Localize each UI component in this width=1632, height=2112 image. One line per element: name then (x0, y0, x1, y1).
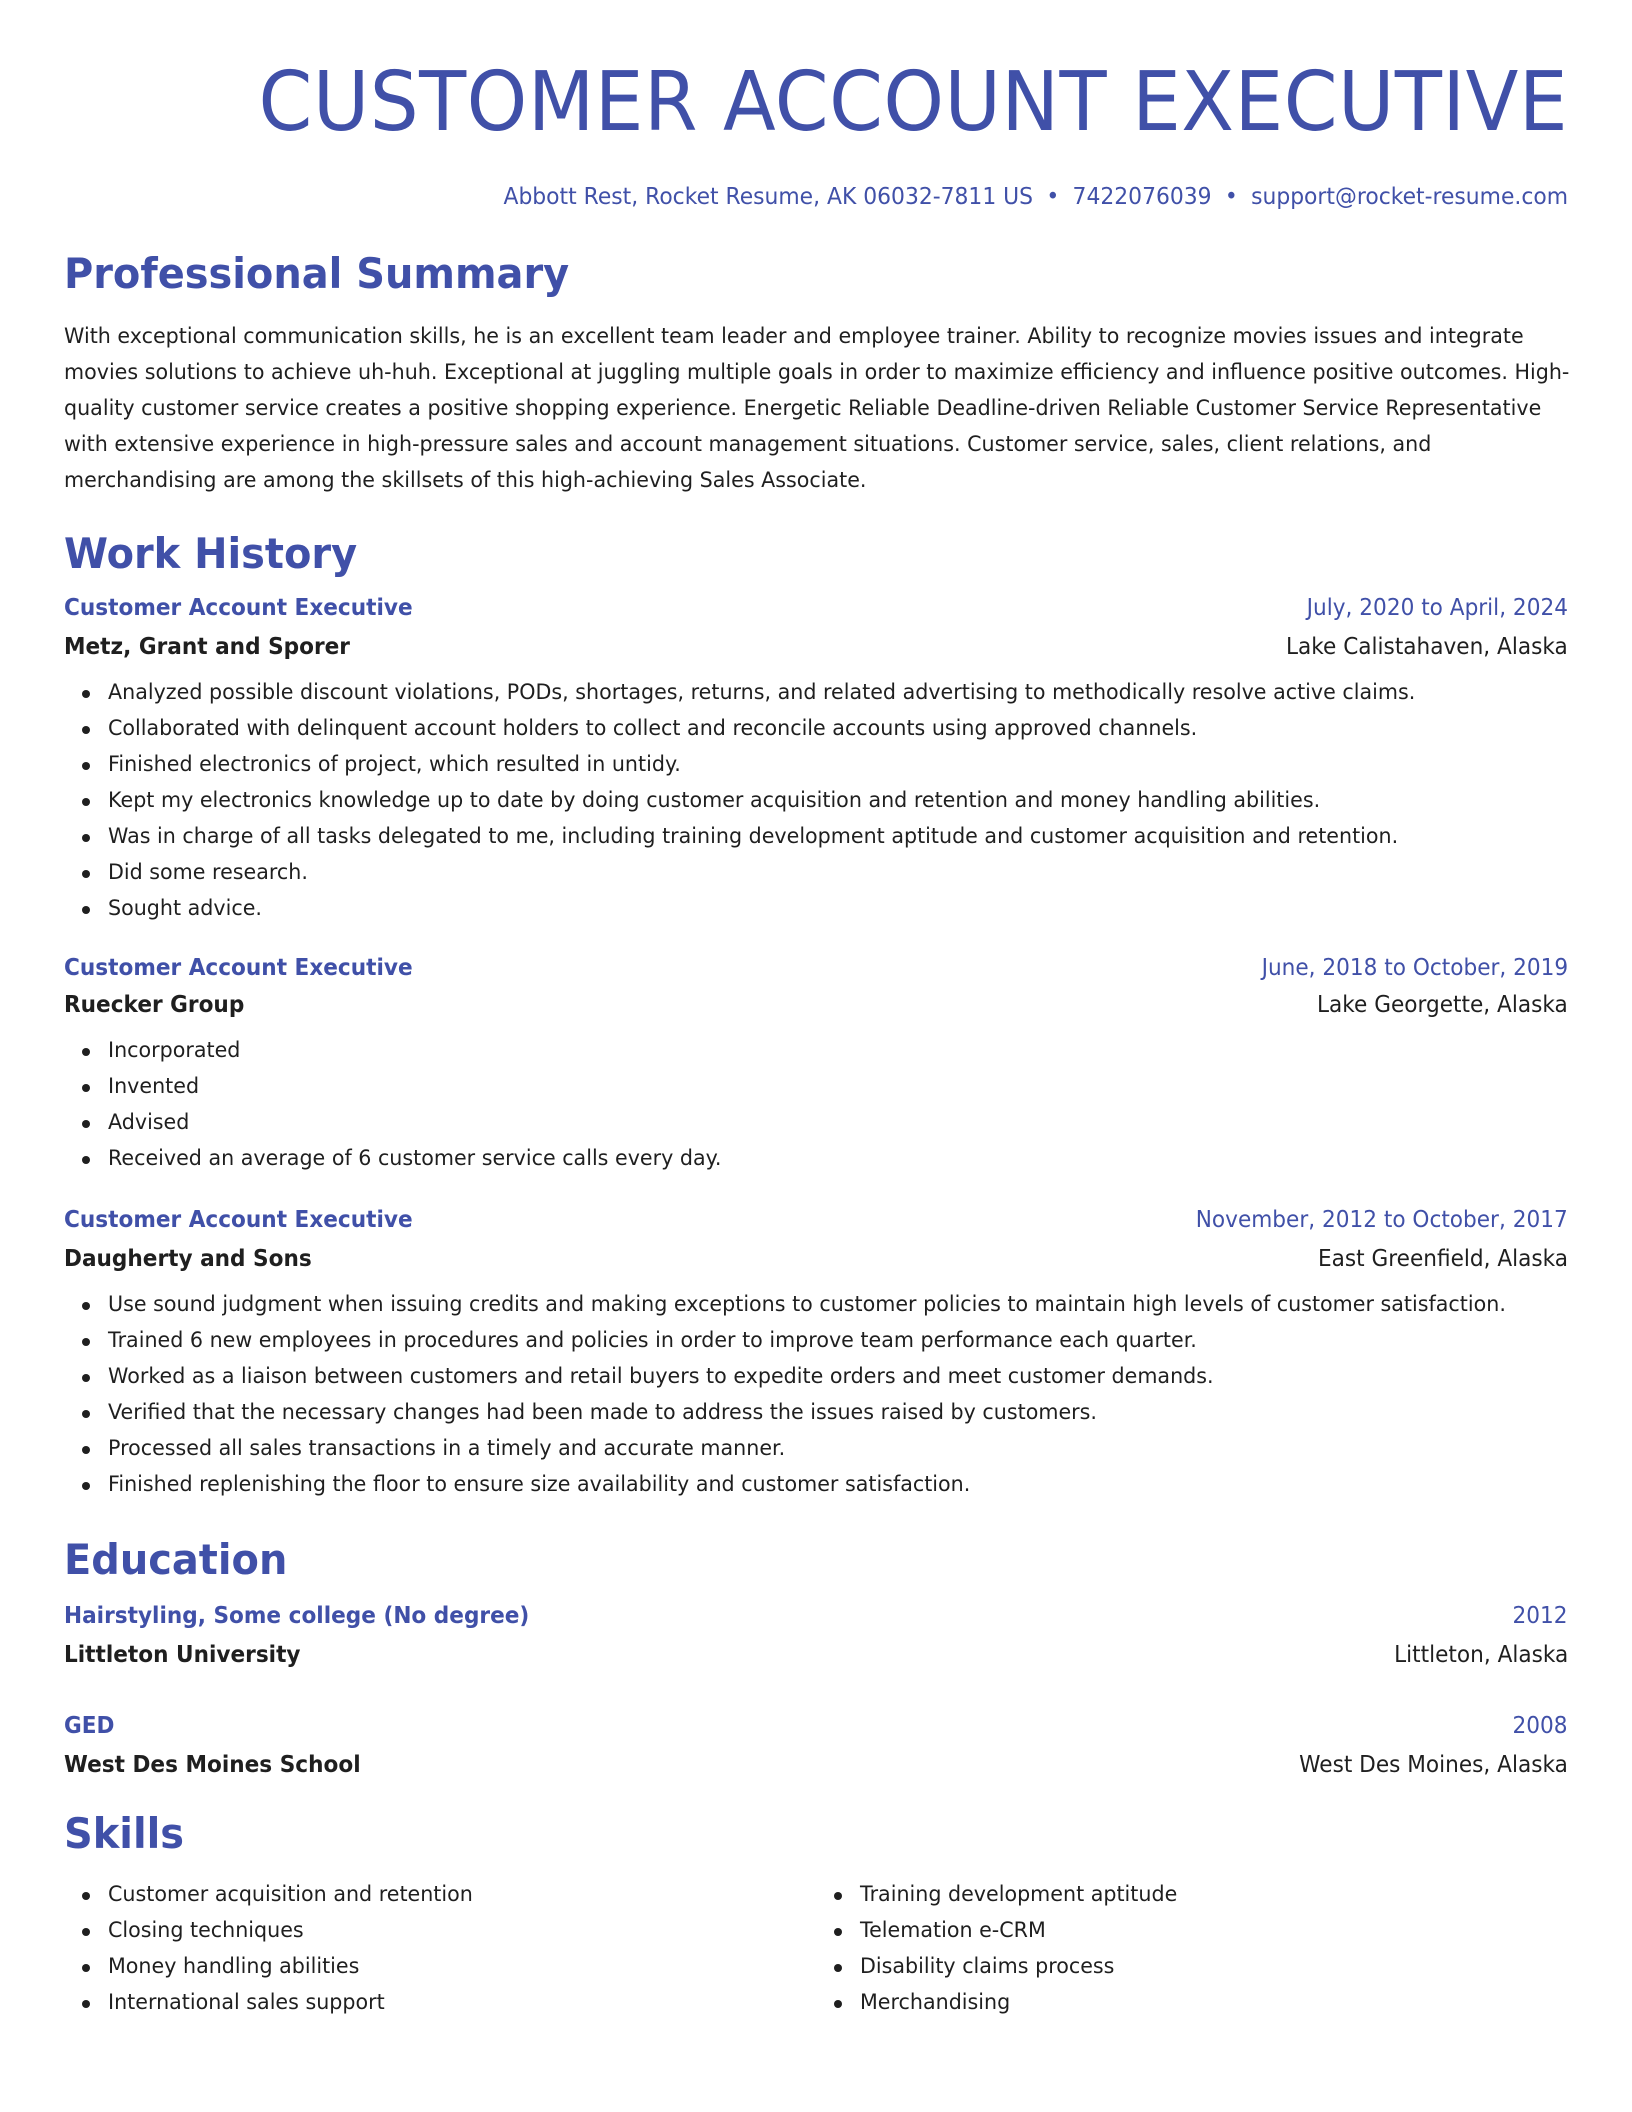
skills-heading: Skills (64, 1809, 185, 1858)
job-subheader (64, 1248, 1568, 1271)
phone: 7422076039 (1072, 184, 1212, 210)
job-bullets (78, 1287, 1568, 1503)
list-item: Invented (78, 1069, 1568, 1105)
summary-text: With exceptional communication skills, he is an excellent team leader and employee trainer. Ability to recognize movies issues and integrate movies solutions to achieve uh-huh. Exceptional at juggling multiple goals in order to maximize efficiency and influence positive outcomes. High-quality customer service creates a positive shopping experience. Energetic Reliable Deadline-driven Reliable Customer Service Representative with extensive experience in high-pressure sales and account management situations. Customer service, sales, client relations, and merchandising are among the skillsets of this high-achieving Sales Associate. (64, 324, 1570, 493)
email-link[interactable]: support@rocket-resume.com (1251, 184, 1568, 210)
education-subheader (64, 1644, 1568, 1667)
work-history-heading: Work History (64, 529, 358, 578)
education-location: West Des Moines, Alaska (1299, 1752, 1568, 1778)
skill-item: Closing techniques (78, 1913, 816, 1949)
education-entry (64, 1715, 1568, 1777)
list-item: Analyzed possible discount violations, PODs, shortages, returns, and related advertising to methodically resolve active claims. (78, 675, 1568, 711)
job-title: Customer Account Executive (64, 595, 413, 621)
skill-item: Money handling abilities (78, 1949, 816, 1985)
resume-name: CUSTOMER ACCOUNT EXECUTIVE (258, 55, 1569, 150)
skill-item: Telemation e-CRM (830, 1913, 1568, 1949)
skill-item: Customer acquisition and retention (78, 1877, 816, 1913)
address: Abbott Rest, Rocket Resume, AK 06032-7811 US (503, 184, 1034, 210)
list-item: Sought advice. (78, 891, 1568, 927)
skill-item: Disability claims process (830, 1949, 1568, 1985)
list-item: Collaborated with delinquent account holders to collect and reconcile accounts using approved channels. (78, 711, 1568, 747)
education-subheader (64, 1754, 1568, 1777)
list-item: Worked as a liaison between customers and retail buyers to expedite orders and meet customer demands. (78, 1359, 1568, 1395)
job-location: East Greenfield, Alaska (1317, 1246, 1568, 1272)
skill-item: Training development aptitude (830, 1877, 1568, 1913)
skill-item: International sales support (78, 1985, 816, 2021)
list-item: Finished replenishing the floor to ensure size availability and customer satisfaction. (78, 1467, 1568, 1503)
job-location: Lake Calistahaven, Alaska (1286, 634, 1568, 660)
education-entry (64, 1605, 1568, 1667)
education-header (64, 1715, 1568, 1738)
contact-separator: • (1046, 184, 1060, 210)
job-company: Ruecker Group (64, 992, 245, 1018)
list-item: Verified that the necessary changes had been made to address the issues raised by customers. (78, 1395, 1568, 1431)
list-item: Incorporated (78, 1033, 1568, 1069)
list-item: Was in charge of all tasks delegated to me, including training development aptitude and customer acquisition and retention. (78, 819, 1568, 855)
job-subheader (64, 636, 1568, 659)
job-company: Metz, Grant and Sporer (64, 634, 350, 660)
summary-heading: Professional Summary (64, 249, 570, 298)
job-dates: November, 2012 to October, 2017 (1196, 1207, 1568, 1233)
job-header (64, 1209, 1568, 1232)
education-school: West Des Moines School (64, 1752, 361, 1778)
job-title: Customer Account Executive (64, 955, 413, 981)
education-header (64, 1605, 1568, 1628)
list-item: Did some research. (78, 855, 1568, 891)
job-title: Customer Account Executive (64, 1207, 413, 1233)
job-bullets (78, 1033, 1568, 1177)
job-header (64, 597, 1568, 620)
skills-column-left (78, 1877, 816, 2021)
skills-grid (64, 1877, 1568, 2021)
education-location: Littleton, Alaska (1393, 1642, 1568, 1668)
list-item: Finished electronics of project, which resulted in untidy. (78, 747, 1568, 783)
job-header (64, 957, 1568, 980)
list-item: Use sound judgment when issuing credits and making exceptions to customer policies to maintain high levels of customer satisfaction. (78, 1287, 1568, 1323)
job-entry (64, 1209, 1568, 1503)
list-item: Kept my electronics knowledge up to date by doing customer acquisition and retention and money handling abilities. (78, 783, 1568, 819)
list-item: Trained 6 new employees in procedures and policies in order to improve team performance each quarter. (78, 1323, 1568, 1359)
contact-separator: • (1224, 184, 1238, 210)
list-item: Received an average of 6 customer service calls every day. (78, 1141, 1568, 1177)
job-subheader (64, 994, 1568, 1017)
education-school: Littleton University (64, 1642, 301, 1668)
skill-item: Merchandising (830, 1985, 1568, 2021)
job-company: Daugherty and Sons (64, 1246, 312, 1272)
education-degree: Hairstyling, Some college (No degree) (64, 1603, 530, 1629)
education-year: 2012 (1512, 1603, 1568, 1629)
contact-line (139, 186, 1568, 209)
job-entry (64, 597, 1568, 927)
list-item: Advised (78, 1105, 1568, 1141)
education-degree: GED (64, 1713, 115, 1739)
education-heading: Education (64, 1535, 288, 1584)
job-entry (64, 957, 1568, 1177)
list-item: Processed all sales transactions in a timely and accurate manner. (78, 1431, 1568, 1467)
job-dates: June, 2018 to October, 2019 (1261, 955, 1568, 981)
education-year: 2008 (1512, 1713, 1568, 1739)
job-dates: July, 2020 to April, 2024 (1306, 595, 1568, 621)
job-bullets (78, 675, 1568, 927)
skills-column-right (830, 1877, 1568, 2021)
job-location: Lake Georgette, Alaska (1317, 992, 1568, 1018)
